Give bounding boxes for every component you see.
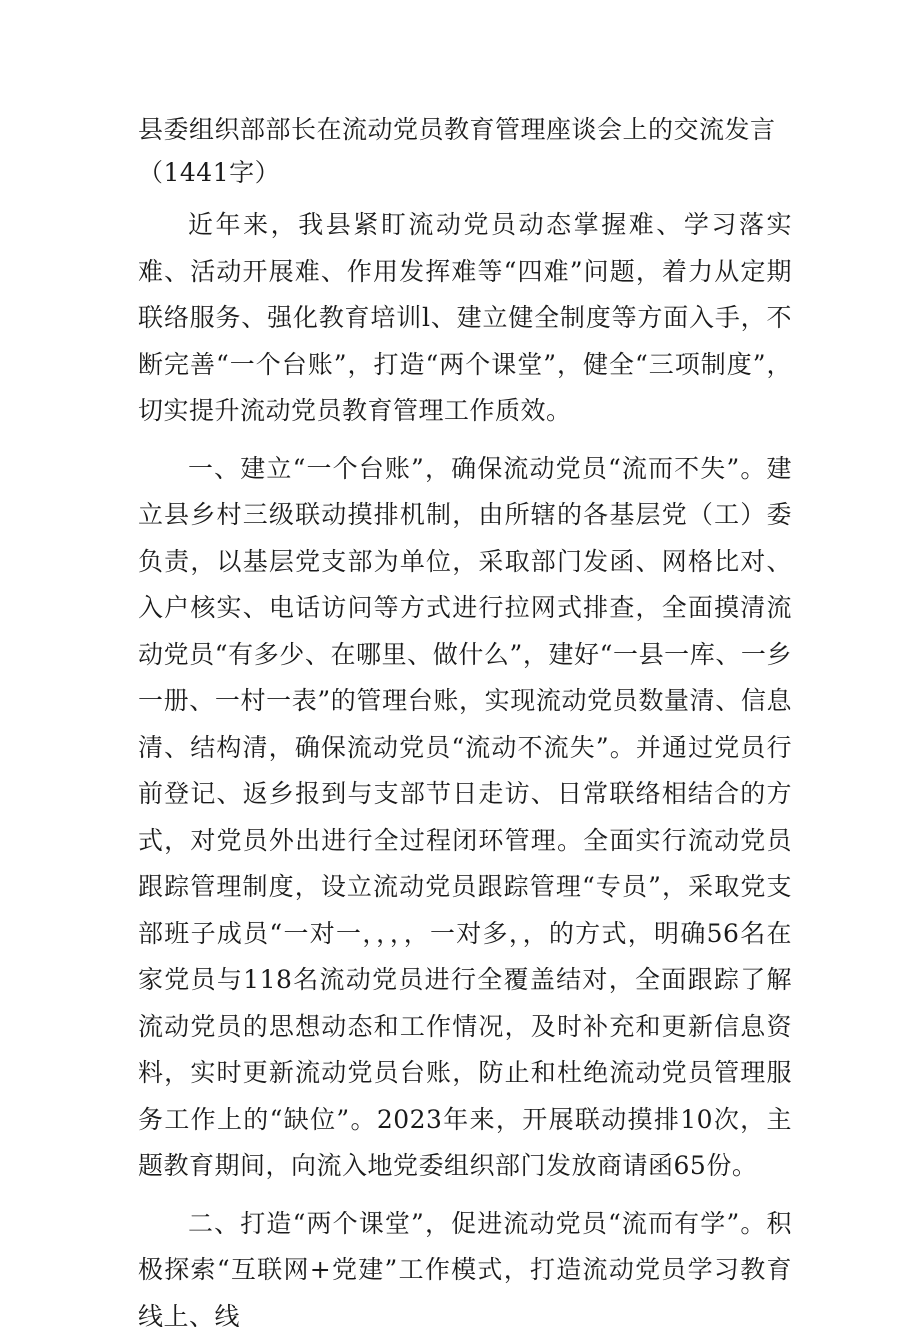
paragraph-intro: 近年来，我县紧盯流动党员动态掌握难、学习落实难、活动开展难、作用发挥难等“四难”问题，着力从定期联络服务、强化教育培训l、建立健全制度等方面入手，不断完善“一个台账”，打造“两个课堂”，健全“三项制度”，切实提升流动党员教育管理工作质效。 [138, 202, 792, 435]
document-title: 县委组织部部长在流动党员教育管理座谈会上的交流发言（1441字） [138, 108, 792, 194]
paragraph-section-one: 一、建立“一个台账”，确保流动党员“流而不失”。建立县乡村三级联动摸排机制，由所辖的各基层党（工）委负责，以基层党支部为单位，采取部门发函、网格比对、入户核实、电话访问等方式进行拉网式排查，全面摸清流动党员“有多少、在哪里、做什么”，建好“一县一库、一乡一册、一村一表”的管理台账，实现流动党员数量清、信息清、结构清，确保流动党员“流动不流失”。并通过党员行前登记、返乡报到与支部节日走访、日常联络相结合的方式，对党员外出进行全过程闭环管理。全面实行流动党员跟踪管理制度，设立流动党员跟踪管理“专员”，采取党支部班子成员“一对一，，，，一对多，，的方式，明确56名在家党员与118名流动党员进行全覆盖结对，全面跟踪了解流动党员的思想动态和工作情况，及时补充和更新信息资料，实时更新流动党员台账，防止和杜绝流动党员管理服务工作上的“缺位”。2023年来，开展联动摸排10次，主题教育期间，向流入地党委组织部门发放商请函65份。 [138, 446, 792, 1190]
paragraph-section-two: 二、打造“两个课堂”，促进流动党员“流而有学”。积极探索“互联网+党建”工作模式，打造流动党员学习教育线上、线 [138, 1201, 792, 1340]
document-body [138, 108, 792, 1340]
